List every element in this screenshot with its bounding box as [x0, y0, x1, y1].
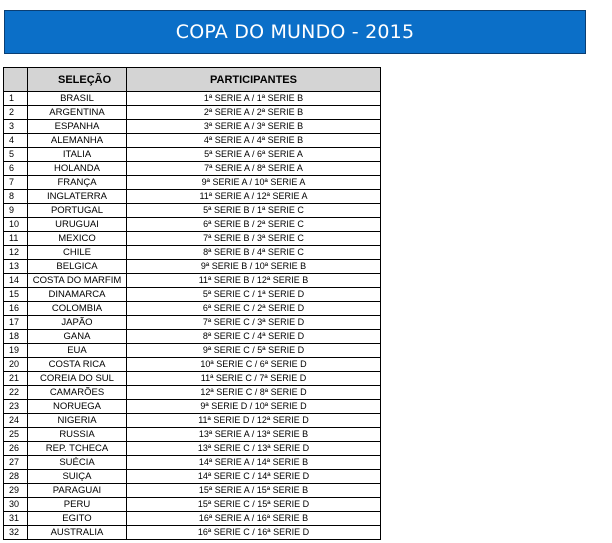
row-number: 31 [4, 512, 28, 526]
cell-participantes: 9ª SERIE A / 10ª SERIE A [127, 176, 381, 190]
cell-selecao: INGLATERRA [28, 190, 127, 204]
cell-selecao: REP. TCHECA [28, 442, 127, 456]
row-number: 13 [4, 260, 28, 274]
table-row [4, 204, 381, 218]
cell-participantes: 14ª SERIE A / 14ª SERIE B [127, 456, 381, 470]
row-number: 4 [4, 134, 28, 148]
cell-selecao: JAPÃO [28, 316, 127, 330]
table-row [4, 372, 381, 386]
row-number: 21 [4, 372, 28, 386]
cell-selecao: DINAMARCA [28, 288, 127, 302]
cell-participantes: 11ª SERIE A / 12ª SERIE A [127, 190, 381, 204]
row-number: 22 [4, 386, 28, 400]
cell-selecao: CAMARÕES [28, 386, 127, 400]
header-participantes: PARTICIPANTES [127, 68, 381, 92]
table-row [4, 484, 381, 498]
cell-participantes: 2ª SERIE A / 2ª SERIE B [127, 106, 381, 120]
cell-selecao: COSTA RICA [28, 358, 127, 372]
cell-selecao: PERU [28, 498, 127, 512]
table-row [4, 316, 381, 330]
row-number: 26 [4, 442, 28, 456]
row-number: 17 [4, 316, 28, 330]
row-number: 11 [4, 232, 28, 246]
cell-participantes: 11ª SERIE C / 7ª SERIE D [127, 372, 381, 386]
cell-selecao: URUGUAI [28, 218, 127, 232]
title-banner [4, 10, 586, 54]
cell-participantes: 15ª SERIE A / 15ª SERIE B [127, 484, 381, 498]
row-number: 6 [4, 162, 28, 176]
cell-participantes: 13ª SERIE A / 13ª SERIE B [127, 428, 381, 442]
cell-selecao: CHILE [28, 246, 127, 260]
table-row [4, 106, 381, 120]
row-number: 10 [4, 218, 28, 232]
row-number: 15 [4, 288, 28, 302]
table-row [4, 442, 381, 456]
row-number: 28 [4, 470, 28, 484]
cell-selecao: ITALIA [28, 148, 127, 162]
table-row [4, 190, 381, 204]
cell-selecao: FRANÇA [28, 176, 127, 190]
row-number: 20 [4, 358, 28, 372]
cell-participantes: 8ª SERIE B / 4ª SERIE C [127, 246, 381, 260]
row-number: 7 [4, 176, 28, 190]
cell-selecao: EUA [28, 344, 127, 358]
table-row [4, 92, 381, 106]
cell-participantes: 12ª SERIE C / 8ª SERIE D [127, 386, 381, 400]
cell-selecao: RUSSIA [28, 428, 127, 442]
cell-selecao: PORTUGAL [28, 204, 127, 218]
cell-selecao: ESPANHA [28, 120, 127, 134]
cell-participantes: 3ª SERIE A / 3ª SERIE B [127, 120, 381, 134]
row-number: 19 [4, 344, 28, 358]
cell-selecao: MEXICO [28, 232, 127, 246]
table-row [4, 358, 381, 372]
row-number: 8 [4, 190, 28, 204]
row-number: 30 [4, 498, 28, 512]
table-row [4, 386, 381, 400]
cell-participantes: 5ª SERIE B / 1ª SERIE C [127, 204, 381, 218]
row-number: 2 [4, 106, 28, 120]
row-number: 18 [4, 330, 28, 344]
table-row [4, 232, 381, 246]
cell-selecao: ARGENTINA [28, 106, 127, 120]
cell-selecao: SUÉCIA [28, 456, 127, 470]
table-row [4, 260, 381, 274]
cell-selecao: SUIÇA [28, 470, 127, 484]
table-row [4, 246, 381, 260]
page-title: COPA DO MUNDO - 2015 [175, 21, 415, 43]
table-row [4, 288, 381, 302]
cell-participantes: 15ª SERIE C / 15ª SERIE D [127, 498, 381, 512]
header-number [4, 68, 28, 92]
cell-participantes: 7ª SERIE A / 8ª SERIE A [127, 162, 381, 176]
table-row [4, 274, 381, 288]
table-row [4, 176, 381, 190]
cell-selecao: EGITO [28, 512, 127, 526]
cell-participantes: 11ª SERIE D / 12ª SERIE D [127, 414, 381, 428]
cell-participantes: 5ª SERIE C / 1ª SERIE D [127, 288, 381, 302]
cell-participantes: 13ª SERIE C / 13ª SERIE D [127, 442, 381, 456]
cell-selecao: GANA [28, 330, 127, 344]
cell-selecao: PARAGUAI [28, 484, 127, 498]
row-number: 16 [4, 302, 28, 316]
cell-participantes: 10ª SERIE C / 6ª SERIE D [127, 358, 381, 372]
cell-participantes: 16ª SERIE A / 16ª SERIE B [127, 512, 381, 526]
participants-table [3, 67, 381, 540]
row-number: 9 [4, 204, 28, 218]
cell-selecao: BRASIL [28, 92, 127, 106]
cell-participantes: 1ª SERIE A / 1ª SERIE B [127, 92, 381, 106]
cell-selecao: BELGICA [28, 260, 127, 274]
table-row [4, 428, 381, 442]
cell-selecao: HOLANDA [28, 162, 127, 176]
row-number: 27 [4, 456, 28, 470]
table-row [4, 162, 381, 176]
cell-participantes: 6ª SERIE B / 2ª SERIE C [127, 218, 381, 232]
cell-participantes: 9ª SERIE C / 5ª SERIE D [127, 344, 381, 358]
header-selecao: SELEÇÃO [28, 68, 127, 92]
cell-participantes: 11ª SERIE B / 12ª SERIE B [127, 274, 381, 288]
header-row [4, 68, 381, 92]
table-row [4, 470, 381, 484]
table-row [4, 414, 381, 428]
table-row [4, 120, 381, 134]
row-number: 12 [4, 246, 28, 260]
row-number: 3 [4, 120, 28, 134]
cell-participantes: 9ª SERIE D / 10ª SERIE D [127, 400, 381, 414]
row-number: 24 [4, 414, 28, 428]
table-row [4, 218, 381, 232]
table-row [4, 148, 381, 162]
table-row [4, 134, 381, 148]
table-row [4, 456, 381, 470]
row-number: 32 [4, 526, 28, 540]
table-row [4, 498, 381, 512]
cell-participantes: 8ª SERIE C / 4ª SERIE D [127, 330, 381, 344]
cell-selecao: ALEMANHA [28, 134, 127, 148]
cell-selecao: AUSTRALIA [28, 526, 127, 540]
cell-selecao: NIGERIA [28, 414, 127, 428]
cell-participantes: 5ª SERIE A / 6ª SERIE A [127, 148, 381, 162]
table-row [4, 330, 381, 344]
row-number: 25 [4, 428, 28, 442]
row-number: 23 [4, 400, 28, 414]
table-row [4, 302, 381, 316]
cell-selecao: COREIA DO SUL [28, 372, 127, 386]
cell-participantes: 6ª SERIE C / 2ª SERIE D [127, 302, 381, 316]
table-row [4, 400, 381, 414]
cell-participantes: 16ª SERIE C / 16ª SERIE D [127, 526, 381, 540]
cell-selecao: COLOMBIA [28, 302, 127, 316]
cell-participantes: 4ª SERIE A / 4ª SERIE B [127, 134, 381, 148]
cell-participantes: 7ª SERIE C / 3ª SERIE D [127, 316, 381, 330]
cell-participantes: 9ª SERIE B / 10ª SERIE B [127, 260, 381, 274]
row-number: 5 [4, 148, 28, 162]
cell-selecao: COSTA DO MARFIM [28, 274, 127, 288]
cell-participantes: 14ª SERIE C / 14ª SERIE D [127, 470, 381, 484]
row-number: 14 [4, 274, 28, 288]
row-number: 29 [4, 484, 28, 498]
cell-participantes: 7ª SERIE B / 3ª SERIE C [127, 232, 381, 246]
table-row [4, 512, 381, 526]
table-row [4, 344, 381, 358]
row-number: 1 [4, 92, 28, 106]
table-row [4, 526, 381, 540]
cell-selecao: NORUEGA [28, 400, 127, 414]
